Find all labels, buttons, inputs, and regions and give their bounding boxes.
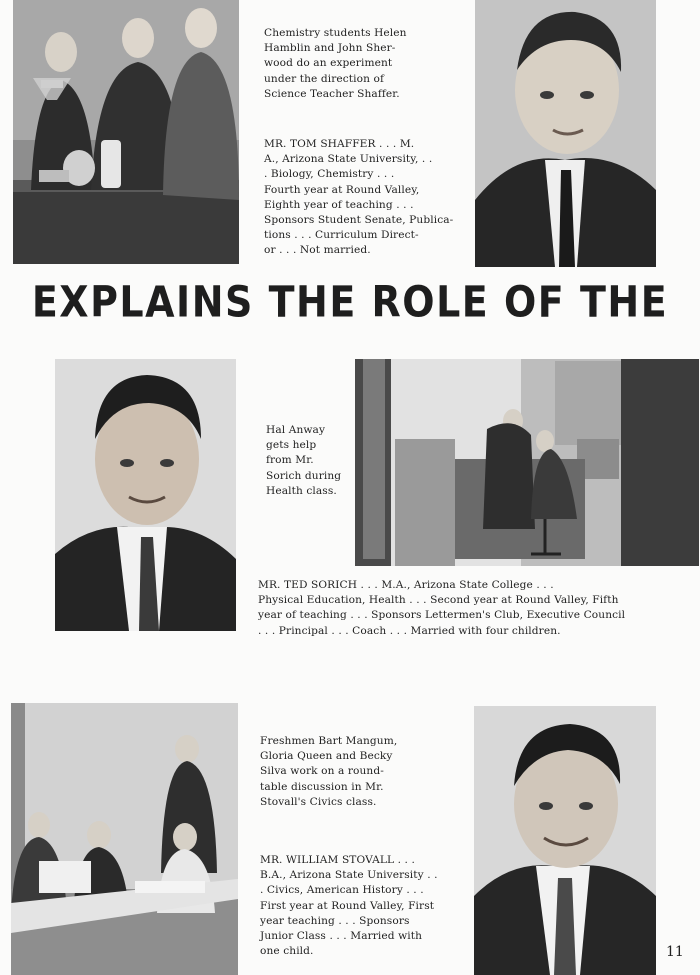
bio-line: First year at Round Valley, First (260, 899, 435, 912)
bio-line: year of teaching . . . Sponsors Lettermen's Club, Executive Council (258, 609, 626, 622)
bio-line: MR. TOM SHAFFER . . . M. (264, 138, 415, 150)
lab-photo-caption (264, 26, 407, 102)
caption-line: Silva work on a round- (260, 765, 384, 778)
caption-line: Chemistry students Helen (264, 27, 407, 39)
civics-class-photo (11, 703, 238, 975)
caption-line: Hamblin and John Sher- (264, 42, 396, 55)
health-class-photo (355, 359, 699, 566)
caption-line: wood do an experiment (264, 57, 393, 70)
shaffer-portrait (475, 0, 656, 267)
chemistry-lab-photo (13, 0, 239, 264)
caption-line: Hal Anway (266, 424, 326, 436)
bio-line: year teaching . . . Sponsors (260, 914, 410, 927)
caption-line: Sorich during (266, 469, 342, 482)
bio-line: Physical Education, Health . . . Second year at Round Valley, Fifth (258, 594, 619, 607)
stovall-portrait (474, 706, 656, 975)
health-class-caption (266, 423, 341, 499)
bio-line: or . . . Not married. (264, 244, 371, 257)
civics-class-caption (260, 734, 397, 810)
caption-line: table discussion in Mr. (260, 780, 384, 793)
caption-line: gets help (266, 439, 317, 452)
bio-line: tions . . . Curriculum Direct- (264, 229, 419, 242)
caption-line: from Mr. (266, 454, 314, 467)
bio-line: Fourth year at Round Valley, (264, 183, 420, 196)
bio-line: . Biology, Chemistry . . . (264, 168, 395, 181)
caption-line: Gloria Queen and Becky (260, 750, 393, 763)
headline: EXPLAINS THE ROLE OF THE (31, 277, 669, 327)
bio-line: MR. TED SORICH . . . M.A., Arizona State College . . . (258, 579, 554, 591)
bio-line: . Civics, American History . . . (260, 884, 424, 897)
caption-line: Health class. (266, 484, 337, 497)
bio-line: A., Arizona State University, . . (264, 153, 433, 166)
stovall-bio (260, 853, 438, 959)
bio-line: Junior Class . . . Married with (260, 930, 423, 943)
caption-line: Science Teacher Shaffer. (264, 87, 400, 100)
bio-line: B.A., Arizona State University . . (260, 869, 438, 882)
sorich-portrait (55, 359, 236, 631)
bio-line: . . . Principal . . . Coach . . . Married with four children. (258, 624, 561, 637)
page-number: 11 (666, 944, 684, 960)
shaffer-bio (264, 137, 453, 259)
caption-line: Freshmen Bart Mangum, (260, 735, 398, 747)
caption-line: under the direction of (264, 72, 384, 85)
bio-line: Sponsors Student Senate, Publica- (264, 214, 454, 227)
sorich-bio (258, 578, 625, 639)
bio-line: MR. WILLIAM STOVALL . . . (260, 854, 415, 866)
caption-line: Stovall's Civics class. (260, 795, 377, 808)
bio-line: Eighth year of teaching . . . (264, 198, 414, 211)
bio-line: one child. (260, 945, 314, 958)
